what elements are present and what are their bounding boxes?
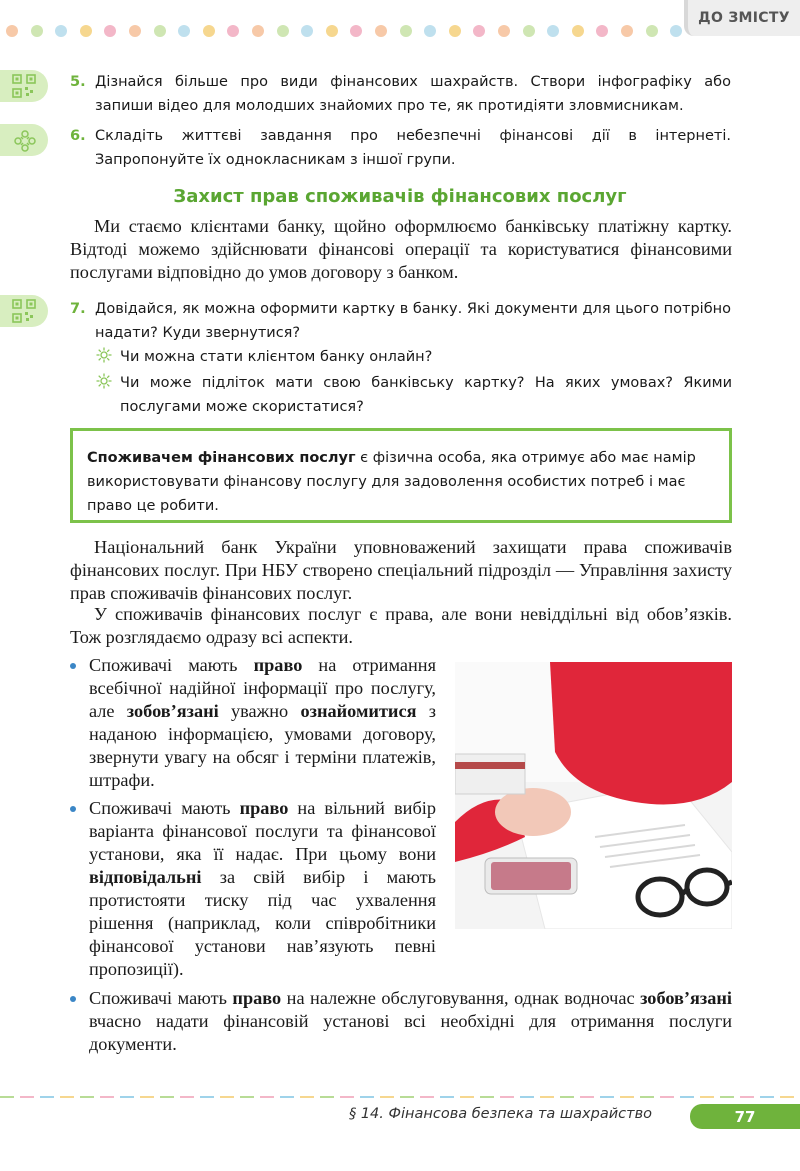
footer-section-title: § 14. Фінансова безпека та шахрайство xyxy=(348,1106,652,1122)
decorative-dot xyxy=(572,25,584,37)
decorative-dash xyxy=(200,1096,214,1098)
decorative-dash xyxy=(40,1096,54,1098)
definition-text: є фізична особа, яка отримує або має намір використовувати фінансову послугу для задоволення особистих потреб і має право це робити. xyxy=(87,450,696,514)
decorative-dash xyxy=(400,1096,414,1098)
decorative-dot xyxy=(6,25,18,37)
decorative-dot xyxy=(646,25,658,37)
task-number: 6. xyxy=(70,128,86,144)
section-title: Захист прав споживачів фінансових послуг xyxy=(173,186,627,207)
decorative-dash xyxy=(280,1096,294,1098)
decorative-dash xyxy=(540,1096,554,1098)
sun-bullet-icon xyxy=(96,373,112,389)
decorative-dash xyxy=(720,1096,734,1098)
task-6 xyxy=(70,124,731,172)
top-decorative-dots xyxy=(6,25,686,39)
decorative-dash xyxy=(320,1096,334,1098)
decorative-dot xyxy=(400,25,412,37)
list-item-text: Споживачі мають право на вільний вибір варіанта фінансової послуги та фінансової установи, яка її надає. При цьому вони відповідальні за свій вибір і мають протистояти тиску під час ухвалення рішення (наприклад, коли співробітники фінансової установи нав’язують певні пропозиції). xyxy=(89,798,436,979)
nbu-paragraph: Національний банк України уповноважений захищати права споживачів фінансових послуг. При НБУ створено спеціальний підрозділ — Управління захисту прав споживачів фінансових послуг. xyxy=(70,537,732,603)
decorative-dash xyxy=(600,1096,614,1098)
qr-code-icon[interactable] xyxy=(0,295,48,327)
decorative-dash xyxy=(480,1096,494,1098)
decorative-dot xyxy=(154,25,166,37)
bullet-dot xyxy=(70,663,76,669)
decorative-dot xyxy=(326,25,338,37)
decorative-dash xyxy=(340,1096,354,1098)
toc-button[interactable]: ДО ЗМІСТУ xyxy=(684,0,800,36)
decorative-dot xyxy=(449,25,461,37)
decorative-dot xyxy=(498,25,510,37)
decorative-dash xyxy=(520,1096,534,1098)
qr-code-icon[interactable] xyxy=(0,70,48,102)
bullet-dot xyxy=(70,806,76,812)
task-number: 7. xyxy=(70,301,86,317)
decorative-dash xyxy=(120,1096,134,1098)
decorative-dash xyxy=(220,1096,234,1098)
task-5 xyxy=(70,70,731,118)
decorative-dot xyxy=(31,25,43,37)
decorative-dash xyxy=(760,1096,774,1098)
sub-question-text: Чи можна стати клієнтом банку онлайн? xyxy=(120,349,433,365)
decorative-dash xyxy=(80,1096,94,1098)
decorative-dash xyxy=(380,1096,394,1098)
task-text: Складіть життєві завдання про небезпечні фінансові дії в інтернеті. Запропонуйте їх однокласникам з іншої групи. xyxy=(95,128,731,168)
decorative-dash xyxy=(680,1096,694,1098)
decorative-dot xyxy=(523,25,535,37)
photo-woman-bank-card xyxy=(455,662,732,929)
decorative-dash xyxy=(260,1096,274,1098)
list-item xyxy=(70,797,436,981)
decorative-dot xyxy=(670,25,682,37)
decorative-dot xyxy=(301,25,313,37)
decorative-dash xyxy=(440,1096,454,1098)
decorative-dot xyxy=(178,25,190,37)
decorative-dot xyxy=(129,25,141,37)
decorative-dash xyxy=(560,1096,574,1098)
group-people-icon[interactable] xyxy=(0,124,48,156)
decorative-dot xyxy=(473,25,485,37)
sub-question-text: Чи може підліток мати свою банківську картку? На яких умовах? Якими послугами може скористатися? xyxy=(120,375,732,415)
decorative-dash xyxy=(580,1096,594,1098)
sub-question-1 xyxy=(96,345,732,369)
decorative-dot xyxy=(277,25,289,37)
intro-paragraph: Ми стаємо клієнтами банку, щойно оформлюємо банківську платіжну картку. Відтоді можемо здійснювати фінансові операції та користуватися фінансовими послугами відповідно до умов договору з банком. xyxy=(70,216,732,282)
decorative-dash xyxy=(620,1096,634,1098)
decorative-dot xyxy=(621,25,633,37)
decorative-dot xyxy=(424,25,436,37)
sub-question-2 xyxy=(96,371,732,419)
decorative-dot xyxy=(350,25,362,37)
page-number: 77 xyxy=(690,1104,800,1129)
task-7 xyxy=(70,297,731,345)
decorative-dot xyxy=(203,25,215,37)
task-number: 5. xyxy=(70,74,86,90)
decorative-dot xyxy=(104,25,116,37)
list-item xyxy=(70,987,732,1056)
decorative-dash xyxy=(740,1096,754,1098)
decorative-dot xyxy=(596,25,608,37)
definition-box xyxy=(70,428,732,523)
task-text: Довідайся, як можна оформити картку в банку. Які документи для цього потрібно надати? Куди звернутися? xyxy=(95,301,731,341)
decorative-dash xyxy=(500,1096,514,1098)
sun-bullet-icon xyxy=(96,347,112,363)
decorative-dash xyxy=(700,1096,714,1098)
decorative-dot xyxy=(227,25,239,37)
bullet-dot xyxy=(70,996,76,1002)
decorative-dot xyxy=(252,25,264,37)
decorative-dot xyxy=(80,25,92,37)
list-item-text: Споживачі мають право на належне обслуговування, однак водночас зобов’язані вчасно надати фінансовій установі всі необхідні для отримання послуги документи. xyxy=(89,988,732,1054)
list-item-text: Споживачі мають право на отримання всебічної надійної інформації про послугу, але зобов’язані уважно ознайомитися з наданою інформацією, умовами договору, звернути увагу на обсяг і терміни платежів, штрафи. xyxy=(89,655,436,790)
decorative-dash xyxy=(300,1096,314,1098)
decorative-dash xyxy=(360,1096,374,1098)
decorative-dash xyxy=(20,1096,34,1098)
decorative-dot xyxy=(547,25,559,37)
decorative-dash xyxy=(420,1096,434,1098)
decorative-dot xyxy=(55,25,67,37)
definition-term: Споживачем фінансових послуг xyxy=(87,450,356,466)
decorative-dash xyxy=(240,1096,254,1098)
decorative-dash xyxy=(140,1096,154,1098)
decorative-dash xyxy=(180,1096,194,1098)
decorative-dash xyxy=(460,1096,474,1098)
decorative-dash xyxy=(160,1096,174,1098)
list-item xyxy=(70,654,436,792)
decorative-dash xyxy=(640,1096,654,1098)
decorative-dash xyxy=(780,1096,794,1098)
bottom-decorative-dashes xyxy=(0,1096,800,1099)
decorative-dash xyxy=(60,1096,74,1098)
decorative-dash xyxy=(660,1096,674,1098)
decorative-dot xyxy=(375,25,387,37)
decorative-dash xyxy=(100,1096,114,1098)
task-text: Дізнайся більше про види фінансових шахрайств. Створи інфографіку або запиши відео для молодших знайомих про те, як протидіяти зловмисникам. xyxy=(95,74,731,114)
decorative-dash xyxy=(0,1096,14,1098)
rights-paragraph: У споживачів фінансових послуг є права, але вони невіддільні від обов’язків. Тож розглядаємо одразу всі аспекти. xyxy=(70,604,732,647)
